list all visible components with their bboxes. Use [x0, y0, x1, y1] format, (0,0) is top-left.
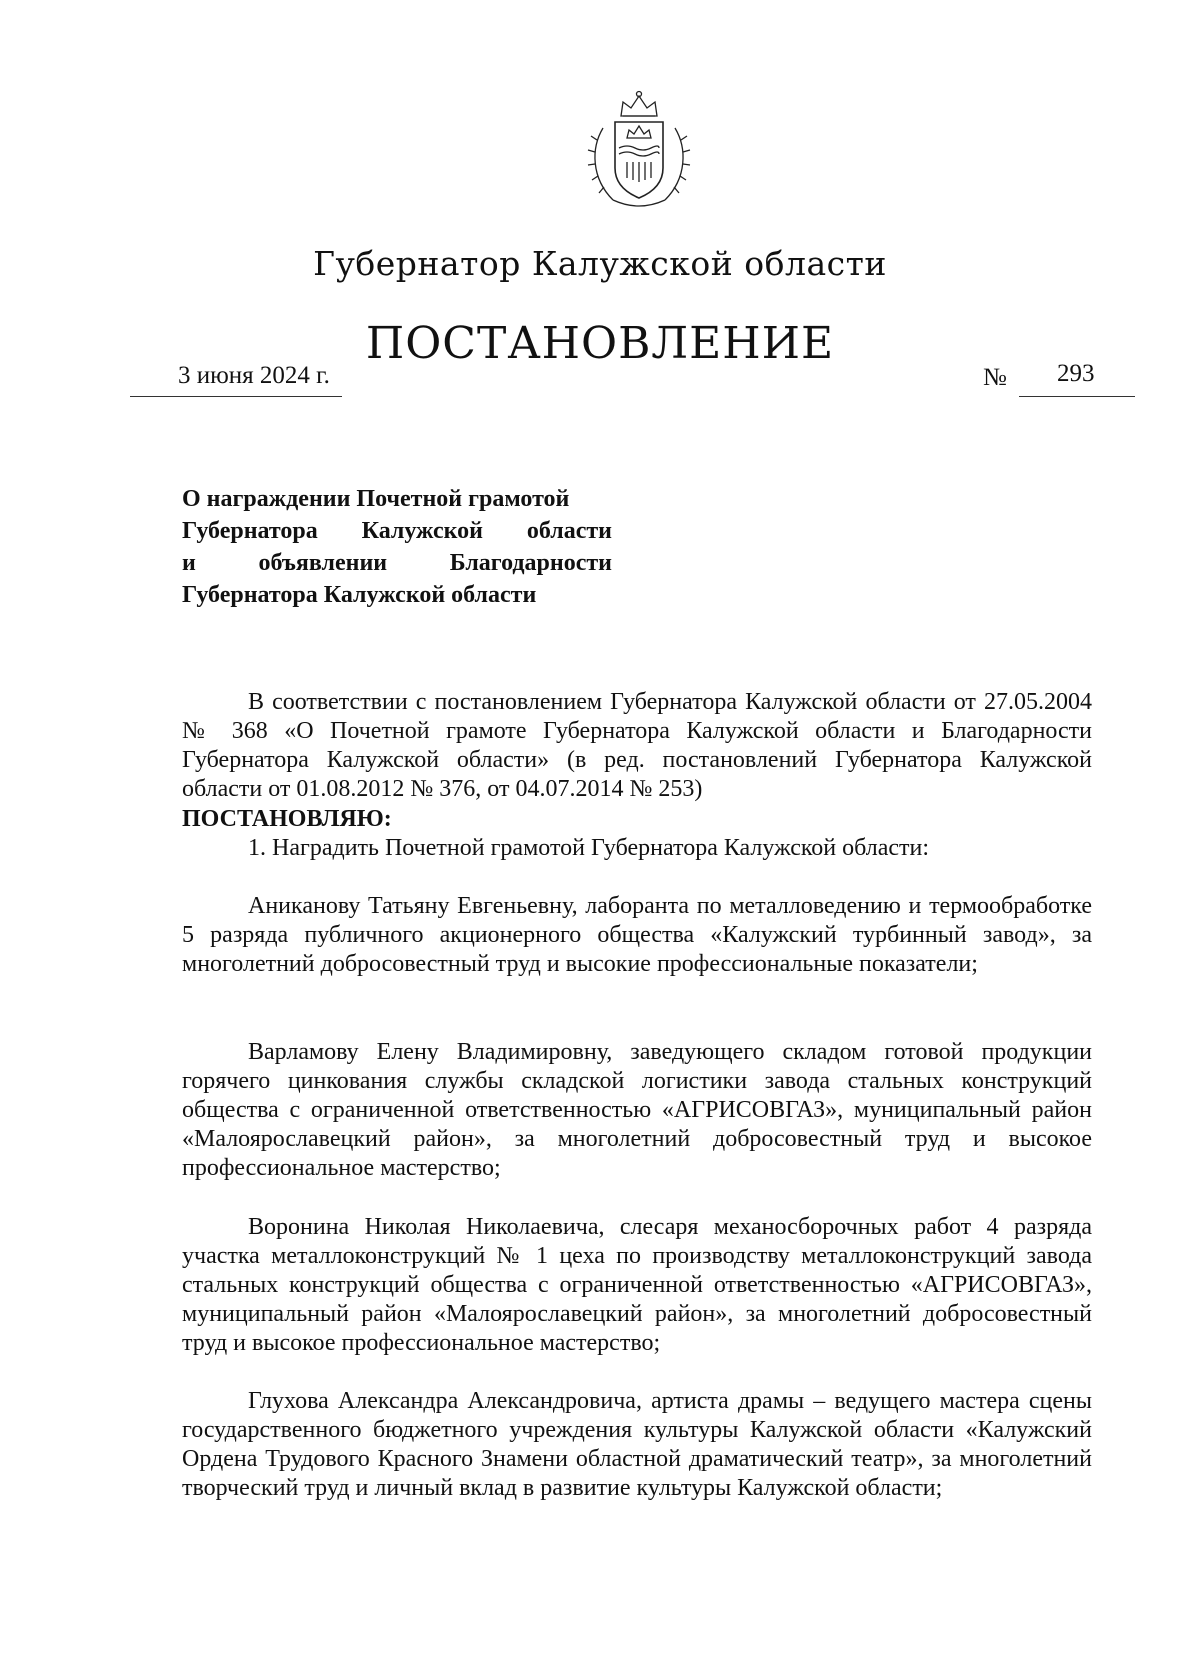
awardee-paragraph	[182, 1213, 1092, 1358]
awardee-text: Варламову Елену Владимировну, заведующего складом готовой продукции горячего цинкования службы складской логистики завода стальных конструкций общества с ограниченной ответственностью «АГРИСОВГАЗ», муниципальный район «Малоярославецкий район», за многолетний добросовестный труд и высокое профессиональное мастерство;	[182, 1039, 1092, 1181]
issuer-title: Губернатор Калужской области	[313, 244, 887, 283]
document-type-heading: ПОСТАНОВЛЕНИЕ	[365, 318, 835, 369]
document-subject	[182, 483, 612, 611]
awardee-paragraph	[182, 1038, 1092, 1183]
date-underline	[130, 396, 342, 397]
number-value: 293	[1057, 360, 1095, 387]
subject-line: Губернатора Калужской области	[182, 518, 612, 544]
date-value: 3 июня 2024 г.	[178, 362, 330, 389]
awardee-text: Аниканову Татьяну Евгеньевну, лаборанта по металловедению и термообработке 5 разряда публичного акционерного общества «Калужский турбинный завод», за многолетний добросовестный труд и высокие профессиональные показатели;	[182, 893, 1092, 977]
preamble-text: В соответствии с постановлением Губернатора Калужской области от 27.05.2004 № 368 «О Почетной грамоте Губернатора Калужской области и Благодарности Губернатора Калужской области» (в ред. постановлений Губернатора Калужской области от 01.08.2012 № 376, от 04.07.2014 № 253)	[182, 689, 1092, 802]
resolution-item-1: 1. Наградить Почетной грамотой Губернатора Калужской области:	[248, 835, 930, 861]
awardee-paragraph	[182, 892, 1092, 979]
coat-of-arms-emblem	[583, 88, 695, 214]
number-sign: №	[983, 364, 1007, 391]
subject-line: Губернатора Калужской области	[182, 582, 537, 608]
preamble-paragraph	[182, 688, 1092, 804]
awardee-text: Глухова Александра Александровича, артиста драмы – ведущего мастера сцены государственного бюджетного учреждения культуры Калужской области «Калужский Ордена Трудового Красного Знамени областной драматический театр», за многолетний творческий труд и личный вклад в развитие культуры Калужской области;	[182, 1388, 1092, 1501]
awardee-paragraph	[182, 1387, 1092, 1503]
subject-line: О награждении Почетной грамотой	[182, 486, 570, 512]
coat-of-arms-icon	[583, 88, 695, 214]
number-underline	[1019, 396, 1135, 397]
awardee-text: Воронина Николая Николаевича, слесаря механосборочных работ 4 разряда участка металлоконструкций № 1 цеха по производству металлоконструкций завода стальных конструкций общества с ограниченной ответственностью «АГРИСОВГАЗ», муниципальный район «Малоярославецкий район», за многолетний добросовестный труд и высокое профессиональное мастерство;	[182, 1214, 1092, 1356]
resolve-heading: ПОСТАНОВЛЯЮ:	[182, 806, 392, 832]
subject-line: и объявлении Благодарности	[182, 550, 612, 576]
